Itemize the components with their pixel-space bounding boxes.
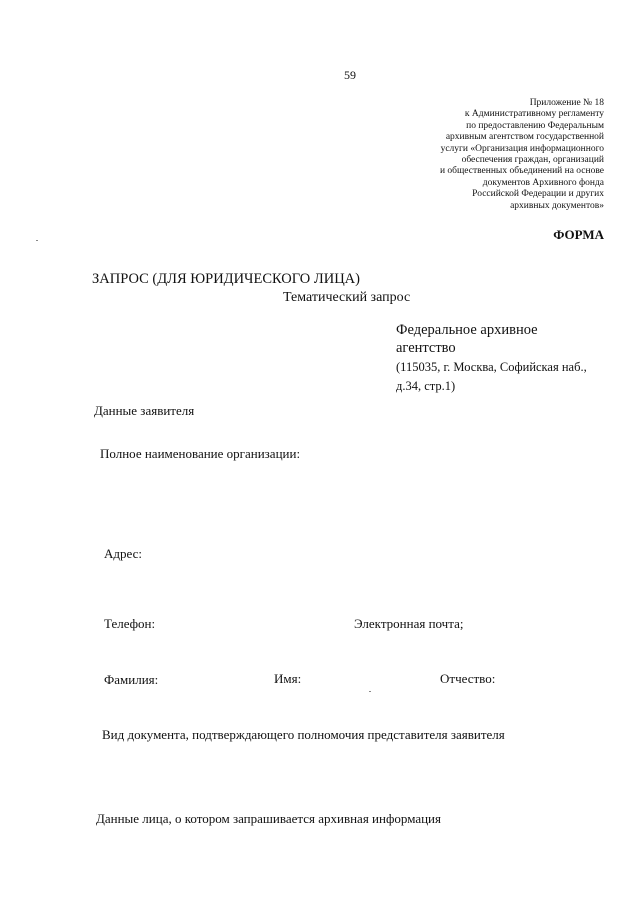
scan-speck xyxy=(369,691,371,692)
page-number: 59 xyxy=(344,68,356,82)
patronymic-label: Отчество: xyxy=(440,671,496,686)
authority-document-label: Вид документа, подтверждающего полномочия представителя заявителя xyxy=(102,727,505,742)
addressee-name-line: агентство xyxy=(396,340,456,356)
appendix-header xyxy=(374,98,604,212)
addressee-name-line: Федеральное архивное xyxy=(396,322,538,338)
addressee-block xyxy=(396,321,606,395)
addressee-address-line: (115035, г. Москва, Софийская наб., xyxy=(396,360,587,374)
appendix-line: услуги «Организация информационного xyxy=(440,143,604,154)
scan-speck xyxy=(36,240,38,241)
appendix-line: архивным агентством государственной xyxy=(445,132,604,143)
applicant-data-heading: Данные заявителя xyxy=(94,403,195,418)
phone-label: Телефон: xyxy=(104,616,156,631)
form-label: ФОРМА xyxy=(553,227,604,242)
appendix-line: к Административному регламенту xyxy=(464,109,604,120)
person-data-heading: Данные лица, о котором запрашивается архивная информация xyxy=(96,811,441,826)
first-name-label: Имя: xyxy=(274,671,302,686)
appendix-line: Российской Федерации и других xyxy=(472,189,604,200)
document-subtitle: Тематический запрос xyxy=(283,290,411,305)
org-full-name-label: Полное наименование организации: xyxy=(100,446,301,461)
document-title: ЗАПРОС (ДЛЯ ЮРИДИЧЕСКОГО ЛИЦА) xyxy=(92,271,360,287)
surname-label: Фамилия: xyxy=(104,672,159,687)
addressee-address-line: д.34, стр.1) xyxy=(396,379,456,393)
appendix-line: и общественных объединений на основе xyxy=(439,166,604,177)
appendix-line: обеспечения граждан, организаций xyxy=(461,155,604,166)
email-label: Электронная почта; xyxy=(354,616,464,631)
appendix-line: архивных документов» xyxy=(510,200,604,211)
appendix-line: документов Архивного фонда xyxy=(482,177,604,188)
address-label: Адрес: xyxy=(104,546,142,561)
appendix-line: по предоставлению Федеральным xyxy=(466,120,604,131)
appendix-line: Приложение № 18 xyxy=(529,98,604,108)
